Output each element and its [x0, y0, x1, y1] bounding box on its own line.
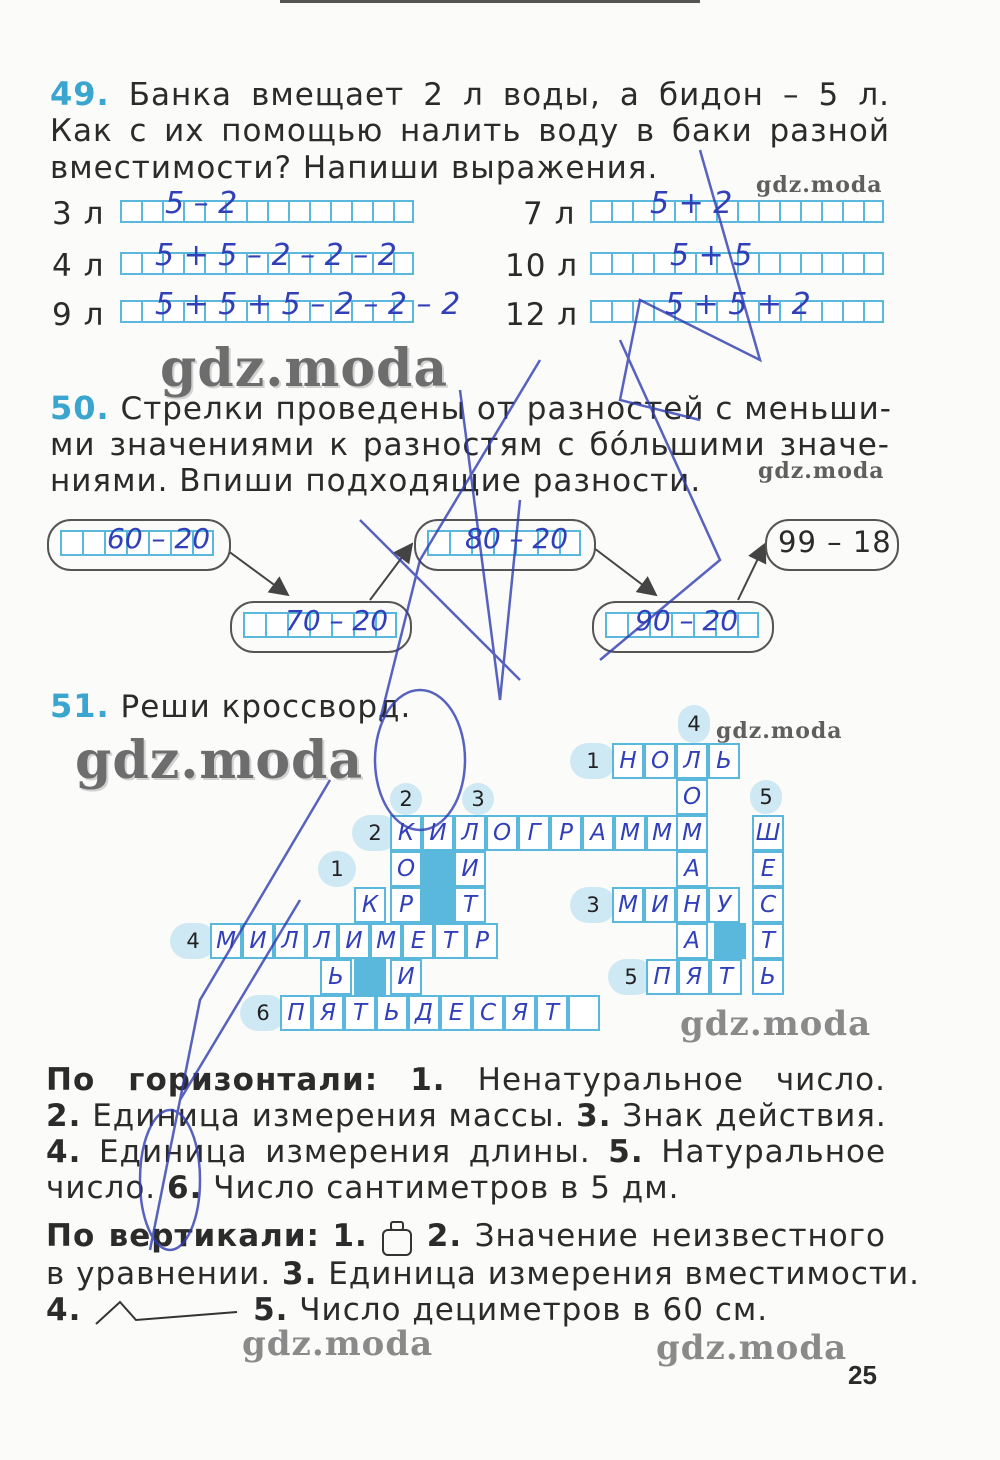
down-line2: в уравнении. 3. Единица измерения вместимости.	[46, 1256, 920, 1292]
crossword-cell[interactable]: П	[280, 995, 312, 1031]
crossword-cell[interactable]: Т	[710, 959, 742, 995]
task49-line3: вместимости? Напиши выражения.	[50, 150, 659, 186]
handwritten-answer: 90 – 20	[635, 604, 739, 637]
weight-icon	[380, 1219, 414, 1257]
broken-line-icon	[92, 1294, 242, 1330]
crossword-cell[interactable]: С	[472, 995, 504, 1031]
crossword-cell[interactable]: К	[390, 815, 422, 851]
crossword-cell[interactable]: Р	[466, 923, 498, 959]
crossword-cell[interactable]: М	[646, 815, 678, 851]
crossword-cell[interactable]: Е	[440, 995, 472, 1031]
crossword-cell[interactable]: У	[708, 887, 740, 923]
crossword-cell[interactable]: А	[676, 851, 708, 887]
watermark: gdz.moda	[756, 172, 883, 198]
crossword-cell[interactable]: Е	[752, 851, 784, 887]
across-line2: 2. Единица измерения массы. 3. Знак действия.	[46, 1098, 887, 1134]
watermark: gdz.moda	[75, 730, 364, 791]
crossword-cell[interactable]: Ь	[376, 995, 408, 1031]
handwritten-answer: 5 + 5 + 2	[665, 287, 811, 322]
crossword-cell[interactable]: И	[422, 815, 454, 851]
crossword-cell[interactable]: И	[454, 851, 486, 887]
task49-row-label: 7 л	[523, 196, 576, 232]
crossword-cell[interactable]: О	[644, 743, 676, 779]
task50-line1: 50. Стрелки проведены от разностей с меньши-	[50, 389, 892, 427]
handwritten-answer: 80 – 20	[465, 522, 569, 555]
task49-row-label: 4 л	[52, 248, 105, 284]
task50-number: 50.	[50, 389, 110, 427]
crossword-cell[interactable]: С	[752, 887, 784, 923]
crossword-cell[interactable]: Г	[518, 815, 550, 851]
across-line1: По горизонтали: 1. Ненатуральное число.	[46, 1062, 886, 1098]
crossword-cell[interactable]: Я	[504, 995, 536, 1031]
crossword-cell[interactable]: Р	[390, 887, 422, 923]
watermark: gdz.moda	[680, 1004, 872, 1044]
crossword-cell-shaded	[422, 887, 454, 923]
crossword-number: 5	[750, 780, 782, 814]
handwritten-answer: 5 + 2	[650, 186, 733, 221]
crossword-cell-shaded	[714, 923, 746, 959]
crossword-cell[interactable]: М	[612, 887, 644, 923]
crossword-number: 3	[462, 783, 494, 815]
crossword-cell[interactable]: О	[676, 779, 708, 815]
crossword-cell[interactable]: Н	[612, 743, 644, 779]
down-line3: 4. 5. Число дециметров в 60 см.	[46, 1292, 769, 1328]
watermark: gdz.moda	[656, 1328, 848, 1368]
across-line3: 4. Единица измерения длины. 5. Натуральное	[46, 1134, 887, 1170]
handwritten-answer: 5 + 5 + 5 – 2 – 2 – 2	[155, 287, 461, 322]
crossword-number: 3	[570, 887, 616, 923]
handwritten-answer: 70 – 20	[285, 604, 389, 637]
crossword-cell[interactable]: К	[354, 887, 386, 923]
crossword-cell-shaded	[422, 851, 454, 887]
watermark: gdz.moda	[716, 718, 843, 744]
task49-row-label: 12 л	[505, 297, 579, 333]
watermark: gdz.moda	[242, 1324, 434, 1364]
crossword-cell[interactable]: М	[614, 815, 646, 851]
task51-title: 51. Реши кроссворд.	[50, 687, 412, 725]
page-number: 25	[848, 1360, 877, 1390]
crossword-cell[interactable]: Ш	[752, 815, 784, 851]
crossword-number: 4	[678, 705, 710, 743]
top-edge-line	[280, 0, 700, 3]
task49-line2: Как с их помощью налить воду в баки разной	[50, 113, 890, 149]
crossword-cell[interactable]: П	[646, 959, 678, 995]
crossword-cell[interactable]: Л	[454, 815, 486, 851]
task49-row-label: 3 л	[52, 196, 105, 232]
crossword-cell[interactable]	[568, 995, 600, 1031]
crossword-cell[interactable]: Т	[454, 887, 486, 923]
crossword-number: 1	[570, 743, 616, 779]
crossword-cell[interactable]: Ь	[708, 743, 740, 779]
crossword-cell[interactable]: Я	[312, 995, 344, 1031]
across-line4: число. 6. Число сантиметров в 5 дм.	[46, 1170, 680, 1206]
crossword-cell[interactable]: Н	[676, 887, 708, 923]
handwritten-answer: 5 – 2	[165, 186, 238, 221]
crossword-cell[interactable]: Т	[752, 923, 784, 959]
crossword-cell[interactable]: Ь	[752, 959, 784, 995]
task51-number: 51.	[50, 687, 110, 725]
down-title: По вертикали:	[46, 1218, 320, 1254]
task49-number: 49.	[50, 75, 110, 113]
handwritten-answer: 60 – 20	[107, 522, 211, 555]
crossword-cell[interactable]: А	[582, 815, 614, 851]
crossword-cell[interactable]: И	[338, 923, 370, 959]
crossword-cell-shaded	[354, 959, 386, 995]
crossword-number: 4	[170, 923, 216, 959]
crossword-cell[interactable]: И	[644, 887, 676, 923]
task50-line3: ниями. Впиши подходящие разности.	[50, 463, 702, 499]
handwritten-answer: 5 + 5 – 2 – 2 – 2	[155, 238, 397, 273]
crossword-cell[interactable]: А	[676, 923, 708, 959]
crossword-cell[interactable]: Л	[676, 743, 708, 779]
crossword-cell[interactable]: Ь	[320, 959, 352, 995]
crossword-cell[interactable]: О	[390, 851, 422, 887]
crossword-cell[interactable]: И	[390, 959, 422, 995]
crossword-cell[interactable]: М	[210, 923, 242, 959]
crossword-number: 2	[390, 783, 422, 815]
crossword-cell[interactable]: М	[370, 923, 402, 959]
down-line1: По вертикали: 1. 2. Значение неизвестного	[46, 1218, 886, 1257]
crossword-cell[interactable]: Т	[536, 995, 568, 1031]
crossword-number: 6	[240, 995, 286, 1031]
crossword-cell[interactable]: Т	[434, 923, 466, 959]
crossword-cell[interactable]: Е	[402, 923, 434, 959]
crossword-cell[interactable]: Л	[274, 923, 306, 959]
crossword-cell[interactable]: Д	[408, 995, 440, 1031]
crossword-number: 2	[352, 815, 398, 851]
crossword-cell[interactable]: И	[242, 923, 274, 959]
crossword-number: 5	[608, 959, 654, 995]
crossword-cell[interactable]: Т	[344, 995, 376, 1031]
crossword-cell[interactable]: Р	[550, 815, 582, 851]
task49-line1: 49. Банка вмещает 2 л воды, а бидон – 5 л.	[50, 75, 891, 113]
crossword-cell[interactable]: О	[486, 815, 518, 851]
crossword-cell[interactable]: Я	[678, 959, 710, 995]
answer-cells[interactable]	[590, 200, 884, 223]
task50-line2: ми значениями к разностям с бóльшими значе-	[50, 427, 890, 463]
crossword-number: 1	[318, 851, 356, 887]
watermark: gdz.moda	[160, 338, 449, 399]
task49-row-label: 9 л	[52, 297, 105, 333]
task49-row-label: 10 л	[505, 248, 579, 284]
across-title: По горизонтали:	[46, 1062, 379, 1098]
given-difference: 99 – 18	[778, 525, 892, 559]
crossword-cell[interactable]: М	[676, 815, 708, 851]
watermark: gdz.moda	[758, 458, 885, 484]
handwritten-answer: 5 + 5	[670, 238, 753, 273]
crossword-cell[interactable]: Л	[306, 923, 338, 959]
